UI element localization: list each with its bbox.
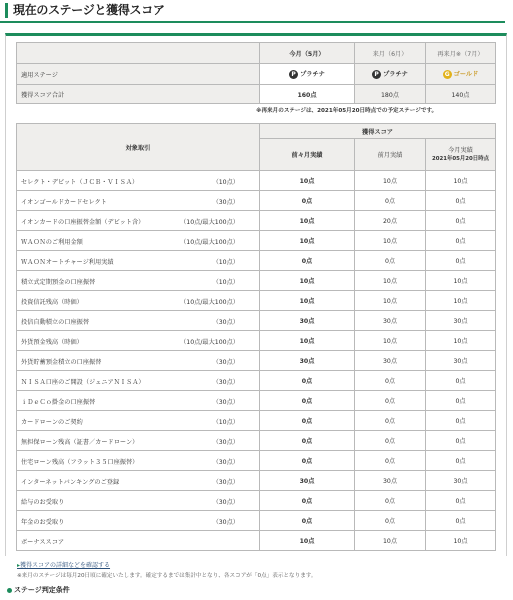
score-row (17, 371, 496, 391)
subheader-date: 2021年05月20日時点 (432, 155, 489, 162)
score-this-month: 0点 (426, 411, 496, 431)
subheader-last-month: 前月実績 (355, 139, 426, 171)
score-last-month: 20点 (355, 211, 426, 231)
score-two-months-ago: 10点 (260, 291, 355, 311)
transaction-name: インターネットバンキングのご登録 (21, 479, 120, 486)
total-this-month: 160点 (260, 85, 355, 104)
score-this-month: 0点 (426, 191, 496, 211)
score-two-months-ago: 10点 (260, 231, 355, 251)
transaction-name: ＷＡＯＮオートチャージ利用実績 (21, 259, 114, 266)
transaction-name: ボーナススコア (21, 539, 65, 546)
score-last-month: 0点 (355, 491, 426, 511)
stage-row-total (17, 85, 496, 104)
score-last-month: 0点 (355, 451, 426, 471)
score-row-label (17, 451, 260, 471)
score-row-label (17, 471, 260, 491)
transaction-name: 年金のお受取り (21, 519, 65, 526)
score-row (17, 271, 496, 291)
score-last-month: 10点 (355, 331, 426, 351)
bullet-icon (7, 588, 12, 593)
max-points: （10点） (212, 179, 239, 186)
score-two-months-ago: 0点 (260, 191, 355, 211)
transaction-name: 積立式定期預金の口座振替 (21, 279, 96, 286)
score-this-month: 0点 (426, 511, 496, 531)
max-points: （30点） (212, 479, 239, 486)
score-last-month: 30点 (355, 311, 426, 331)
score-last-month: 10点 (355, 291, 426, 311)
stage-header-next-month: 来月（6月） (355, 43, 426, 64)
score-row-label (17, 511, 260, 531)
score-row-label (17, 331, 260, 351)
stage-row-label: 適用ステージ (17, 64, 260, 85)
score-this-month: 10点 (426, 331, 496, 351)
max-points: （10点/最大100点） (180, 219, 239, 226)
score-row (17, 331, 496, 351)
score-row (17, 171, 496, 191)
max-points: （10点/最大100点） (180, 299, 239, 306)
score-two-months-ago: 0点 (260, 391, 355, 411)
transaction-name: ＷＡＯＮのご利用金額 (21, 239, 83, 246)
score-row (17, 471, 496, 491)
score-row (17, 491, 496, 511)
score-row-label (17, 311, 260, 331)
score-row-label (17, 171, 260, 191)
score-this-month: 10点 (426, 291, 496, 311)
score-this-month: 30点 (426, 351, 496, 371)
subheader-this-month (426, 139, 496, 171)
score-row-label (17, 411, 260, 431)
score-this-month: 10点 (426, 271, 496, 291)
score-row (17, 351, 496, 371)
score-last-month: 10点 (355, 231, 426, 251)
stage-table-header (17, 43, 496, 64)
max-points: （10点） (212, 279, 239, 286)
score-row-label (17, 211, 260, 231)
stage-note: ※再来月のステージは、2021年05月20日時点での予定ステージです。 (256, 108, 438, 114)
score-last-month: 0点 (355, 431, 426, 451)
stage-cell-next-month (355, 64, 426, 85)
score-row-label (17, 291, 260, 311)
max-points: （30点） (212, 359, 239, 366)
score-row (17, 411, 496, 431)
score-row-label (17, 271, 260, 291)
platinum-icon: P (372, 70, 381, 79)
score-last-month: 0点 (355, 371, 426, 391)
score-row-label (17, 431, 260, 451)
score-two-months-ago: 30点 (260, 351, 355, 371)
score-row (17, 511, 496, 531)
transaction-name: セレクト・デビット（ＪＣＢ・ＶＩＳＡ） (21, 179, 139, 186)
section-stage-conditions (7, 585, 70, 595)
score-two-months-ago: 10点 (260, 531, 355, 551)
header-underline (0, 21, 505, 23)
score-last-month: 30点 (355, 471, 426, 491)
score-row-label (17, 351, 260, 371)
score-two-months-ago: 0点 (260, 431, 355, 451)
score-table (16, 123, 496, 551)
detail-link[interactable] (17, 560, 110, 569)
page-header (0, 0, 513, 24)
transaction-name: 給与のお受取り (21, 499, 65, 506)
max-points: （30点） (212, 379, 239, 386)
transaction-name: 投信自動積立の口座振替 (21, 319, 90, 326)
max-points: （10点） (212, 259, 239, 266)
score-this-month: 10点 (426, 171, 496, 191)
arrow-right-icon: ▸ (17, 562, 21, 569)
score-last-month: 30点 (355, 351, 426, 371)
score-row-label (17, 531, 260, 551)
score-row (17, 231, 496, 251)
max-points: （30点） (212, 499, 239, 506)
score-row (17, 431, 496, 451)
score-row (17, 191, 496, 211)
score-two-months-ago: 0点 (260, 371, 355, 391)
score-row (17, 391, 496, 411)
section-title: ステージ判定条件 (14, 586, 70, 594)
stage-name: プラチナ (383, 71, 408, 79)
transaction-name: 無担保ローン残高（証書／カードローン） (21, 439, 139, 446)
score-this-month: 0点 (426, 451, 496, 471)
total-month-after: 140点 (426, 85, 496, 104)
score-header-score: 獲得スコア (260, 124, 496, 139)
score-two-months-ago: 0点 (260, 451, 355, 471)
score-row (17, 291, 496, 311)
detail-note: ※来月のステージは毎月20日頃に確定いたします。確定するまでは集計中となり、各スコアが「0点」表示となります。 (17, 573, 317, 579)
score-two-months-ago: 10点 (260, 331, 355, 351)
score-this-month: 10点 (426, 531, 496, 551)
score-two-months-ago: 10点 (260, 211, 355, 231)
score-two-months-ago: 0点 (260, 511, 355, 531)
score-row-label (17, 251, 260, 271)
transaction-name: イオンゴールドカードセレクト (21, 199, 107, 206)
score-header-row (17, 124, 496, 139)
score-row-label (17, 371, 260, 391)
score-last-month: 0点 (355, 191, 426, 211)
max-points: （30点） (212, 519, 239, 526)
score-row-label (17, 231, 260, 251)
max-points: （10点/最大100点） (180, 339, 239, 346)
score-this-month: 30点 (426, 311, 496, 331)
score-two-months-ago: 30点 (260, 471, 355, 491)
stage-name: プラチナ (300, 71, 325, 79)
score-last-month: 0点 (355, 511, 426, 531)
stage-header-empty (17, 43, 260, 64)
transaction-name: ｉＤｅＣｏ掛金の口座振替 (21, 399, 96, 406)
score-two-months-ago: 30点 (260, 311, 355, 331)
score-this-month: 0点 (426, 391, 496, 411)
score-last-month: 0点 (355, 391, 426, 411)
score-row (17, 531, 496, 551)
score-row (17, 211, 496, 231)
score-row (17, 311, 496, 331)
header-accent-bar (5, 3, 8, 18)
score-this-month: 0点 (426, 371, 496, 391)
page-title: 現在のステージと獲得スコア (13, 3, 165, 17)
score-this-month: 30点 (426, 471, 496, 491)
subheader-this-month-label: 今月実績 (448, 146, 473, 154)
stage-row-label: 獲得スコア合計 (17, 85, 260, 104)
transaction-name: 住宅ローン残高（フラット３５口座振替） (21, 459, 139, 466)
stage-table (16, 42, 496, 104)
score-this-month: 0点 (426, 231, 496, 251)
score-two-months-ago: 0点 (260, 411, 355, 431)
subheader-two-months-ago: 前々月実績 (260, 139, 355, 171)
transaction-name: 投資信託残高（時価） (21, 299, 83, 306)
transaction-name: 外貨預金残高（時価） (21, 339, 83, 346)
max-points: （10点） (212, 419, 239, 426)
transaction-name: カードローンのご契約 (21, 419, 83, 426)
score-row-label (17, 191, 260, 211)
score-row (17, 251, 496, 271)
score-this-month: 0点 (426, 211, 496, 231)
score-last-month: 10点 (355, 531, 426, 551)
stage-header-this-month: 今月（5月） (260, 43, 355, 64)
stage-row-applied (17, 64, 496, 85)
max-points: （30点） (212, 319, 239, 326)
score-last-month: 10点 (355, 171, 426, 191)
max-points: （30点） (212, 399, 239, 406)
score-two-months-ago: 10点 (260, 271, 355, 291)
score-header-target: 対象取引 (17, 124, 260, 171)
score-this-month: 0点 (426, 491, 496, 511)
score-two-months-ago: 10点 (260, 171, 355, 191)
transaction-name: ＮＩＳＡ口座のご開設（ジュニアＮＩＳＡ） (21, 379, 145, 386)
score-last-month: 0点 (355, 251, 426, 271)
score-this-month: 0点 (426, 251, 496, 271)
score-row-label (17, 491, 260, 511)
max-points: （10点/最大100点） (180, 239, 239, 246)
score-last-month: 0点 (355, 411, 426, 431)
score-last-month: 10点 (355, 271, 426, 291)
transaction-name: イオンカードの口座振替金額（デビット含） (21, 219, 145, 226)
stage-header-month-after: 再来月※（7月） (426, 43, 496, 64)
gold-icon: G (443, 70, 452, 79)
max-points: （30点） (212, 439, 239, 446)
stage-name: ゴールド (453, 71, 479, 79)
stage-cell-month-after (426, 64, 496, 85)
score-row-label (17, 391, 260, 411)
score-this-month: 0点 (426, 431, 496, 451)
max-points: （30点） (212, 459, 239, 466)
transaction-name: 外貨貯蓄預金積立の口座振替 (21, 359, 102, 366)
total-next-month: 180点 (355, 85, 426, 104)
max-points: （30点） (212, 199, 239, 206)
score-two-months-ago: 0点 (260, 251, 355, 271)
stage-cell-this-month (260, 64, 355, 85)
score-row (17, 451, 496, 471)
detail-link-label: 獲得スコアの詳細などを確認する (20, 562, 111, 569)
score-two-months-ago: 0点 (260, 491, 355, 511)
platinum-icon: P (289, 70, 298, 79)
